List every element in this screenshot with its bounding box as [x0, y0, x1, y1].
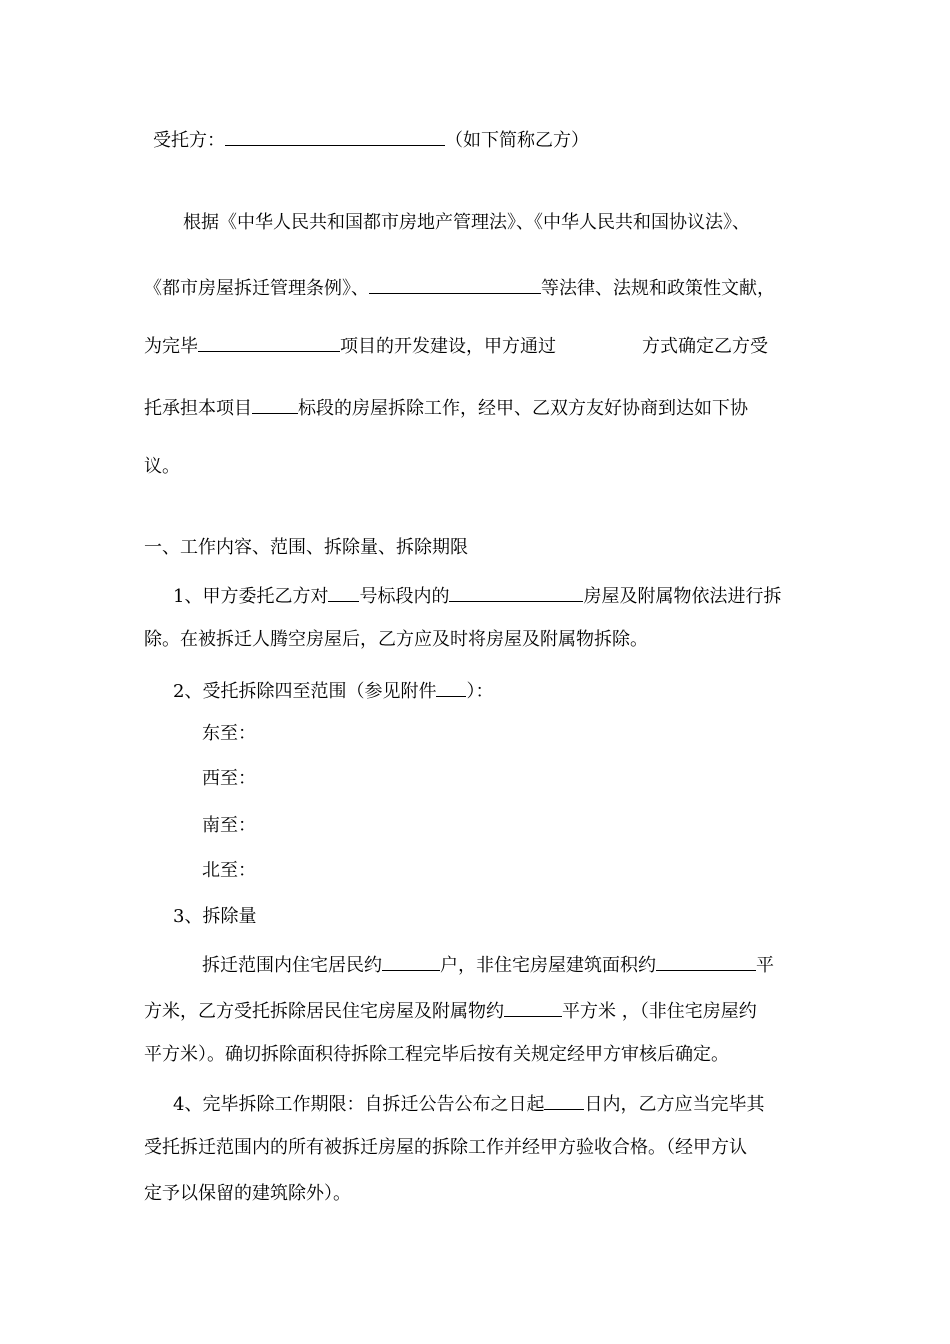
law-blank: [369, 275, 541, 294]
boundary-south-text: 南至：: [202, 815, 256, 836]
item1-text-b: 号标段内的: [359, 586, 450, 607]
item4-line-2: [144, 1137, 747, 1159]
item3-text-c: 平: [756, 955, 774, 976]
item2-line-1: [173, 678, 493, 700]
intro-text-2a: 《都市房屋拆迁管理条例》、: [144, 278, 369, 299]
item3-text-d: 方米，乙方受托拆除居民住宅房屋及附属物约: [144, 1001, 504, 1022]
intro-text-4b: 标段的房屋拆除工作，经甲、乙双方友好协商到达如下协: [298, 398, 748, 419]
boundary-west: [202, 768, 256, 790]
boundary-north-text: 北至：: [202, 860, 256, 881]
principal-line: [153, 127, 589, 149]
item4-text-b: 日内，乙方应当完毕其: [584, 1094, 765, 1115]
intro-line-4: [144, 395, 748, 417]
section1-heading-text: 一、工作内容、范围、拆除量、拆除期限: [144, 537, 468, 558]
intro-text-3b: 项目的开发建设，甲方通过: [340, 336, 556, 357]
item2-text-a: 2、受托拆除四至范围（参见附件: [173, 681, 437, 702]
item4-text-d: 定予以保留的建筑除外）。: [144, 1183, 351, 1204]
item1-line-2: [144, 629, 648, 651]
item1-blank-house: [449, 583, 583, 602]
intro-text-3c: 方式确定乙方受: [642, 336, 768, 357]
item1-text-a: 1、甲方委托乙方对: [173, 586, 329, 607]
boundary-east: [202, 723, 256, 745]
project-blank: [198, 333, 340, 352]
item2-blank-attachment: [436, 678, 466, 697]
item3-title: [173, 906, 256, 928]
boundary-south: [202, 815, 256, 837]
item3-text-a: 拆迁范围内住宅居民约: [202, 955, 382, 976]
intro-text-5: 议。: [144, 456, 180, 477]
item2-text-b: ）：: [466, 681, 494, 702]
section1-heading: [144, 537, 468, 559]
item3-text-b: 户，非住宅房屋建筑面积约: [440, 955, 656, 976]
principal-blank: [225, 127, 445, 146]
item4-line-1: [173, 1091, 764, 1113]
item1-blank-lot: [328, 583, 359, 602]
intro-line-1: [183, 212, 750, 234]
item3-line-2: [144, 998, 757, 1020]
intro-text-2b: 等法律、法规和政策性文献，: [541, 278, 775, 299]
item4-text-c: 受托拆迁范围内的所有被拆迁房屋的拆除工作并经甲方验收合格。（经甲方认: [144, 1137, 747, 1158]
intro-text-4a: 托承担本项目: [144, 398, 252, 419]
boundary-west-text: 西至：: [202, 768, 256, 789]
principal-suffix: （如下简称乙方）: [445, 130, 589, 151]
item3-text-f: 平方米）。确切拆除面积待拆除工程完毕后按有关规定经甲方审核后确定。: [144, 1044, 729, 1065]
item3-line-3: [144, 1044, 729, 1066]
boundary-east-text: 东至：: [202, 723, 256, 744]
item1-line-1: [173, 583, 781, 605]
item4-text-a: 4、完毕拆除工作期限：自拆迁公告公布之日起: [173, 1094, 545, 1115]
item3-text-e: 平方米 ，（非住宅房屋约: [562, 1001, 757, 1022]
item3-blank-res-area: [504, 998, 562, 1017]
item3-title-text: 3、拆除量: [173, 906, 257, 927]
boundary-north: [202, 860, 256, 882]
intro-text-3a: 为完毕: [144, 336, 198, 357]
item1-text-d: 除。在被拆迁人腾空房屋后，乙方应及时将房屋及附属物拆除。: [144, 629, 648, 650]
item3-line-1: [202, 952, 774, 974]
section-blank: [252, 395, 298, 414]
intro-line-5: [144, 456, 180, 478]
item4-line-3: [144, 1183, 351, 1205]
intro-text-1: 根据《中华人民共和国都市房地产管理法》、《中华人民共和国协议法》、: [183, 212, 750, 233]
item3-blank-households: [382, 952, 440, 971]
item4-blank-days: [544, 1091, 584, 1110]
item1-text-c: 房屋及附属物依法进行拆: [583, 586, 782, 607]
principal-label: 受托方：: [153, 130, 225, 151]
intro-line-2: [144, 275, 775, 297]
intro-line-3: [144, 333, 768, 355]
item3-blank-nonres-area: [656, 952, 756, 971]
